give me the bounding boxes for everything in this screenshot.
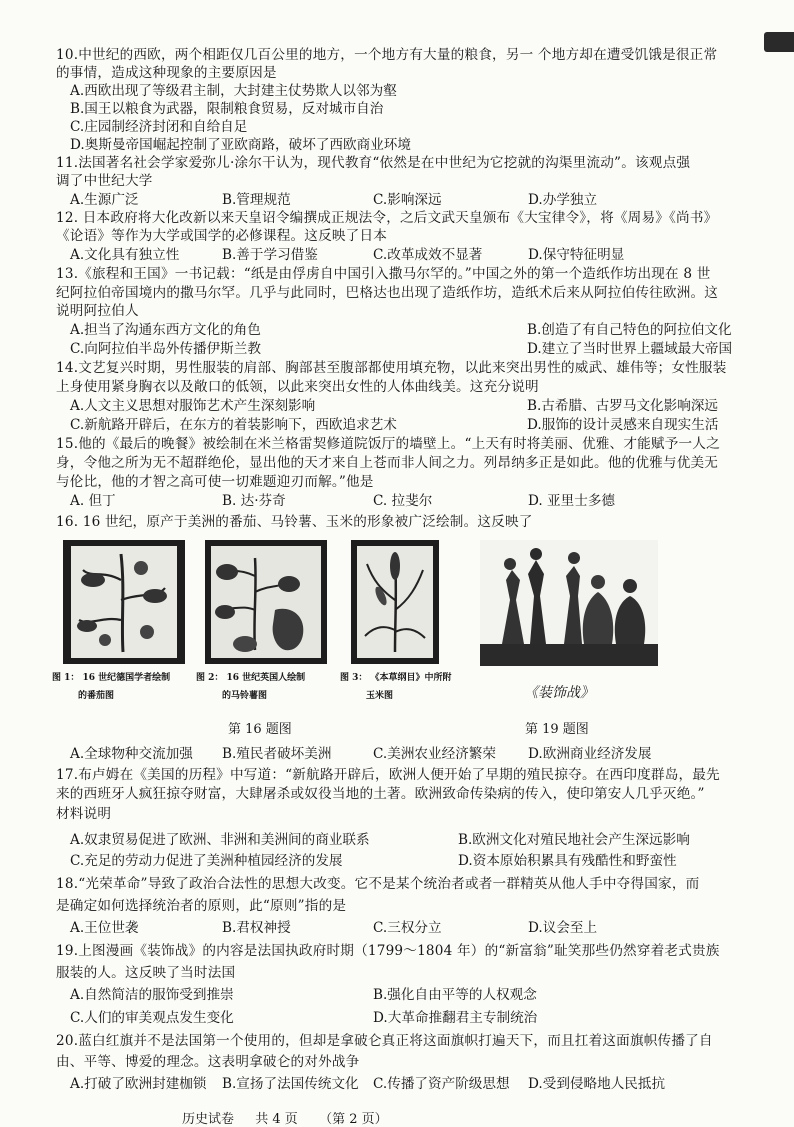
q13-option-d: D.建立了当时世界上疆域最大帝国: [527, 341, 733, 357]
q15-stem-line2: 身，令他之所为无不超群绝伦，显出他的天才来自上苍而非人间之力。列昂纳多正是如此。他的优雅与优美无: [56, 455, 719, 471]
tomato-illustration: [63, 540, 185, 664]
q16-option-c: C.美洲农业经济繁荣: [373, 746, 496, 762]
q17-stem-line2: 来的西班牙人疯狂掠夺财富，大肆屠杀或奴役当地的土著。欧洲致命传染病的传入，使印第安人几乎灭绝。”: [56, 786, 705, 802]
q15-stem-line1: 15.他的《最后的晚餐》被绘制在米兰格雷契修道院饭厅的墙壁上。“上天有时将美丽、优雅、才能赋予一人之: [56, 436, 720, 452]
q14-option-b: B.古希腊、古罗马文化影响深远: [527, 398, 719, 414]
q20-option-d: D.受到侵略地人民抵抗: [528, 1076, 666, 1092]
q12-option-c: C.改革成效不显著: [373, 247, 483, 263]
q14-option-c: C.新航路开辟后，在东方的着装影响下，西欧追求艺术: [70, 417, 397, 433]
q17-stem-line3: 材料说明: [56, 806, 112, 822]
q14-stem-line2: 上身使用紧身胸衣以及敞口的低领，以此来突出女性的人体曲线美。这充分说明: [56, 379, 539, 395]
figure-label-q16: 第 16 题图: [228, 722, 292, 737]
q15-option-d: D. 亚里士多德: [528, 493, 616, 509]
q10-stem-line1: 10.中世纪的西欧，两个相距仅几百公里的地方，一个地方有大量的粮食，另一 个地方却在遭受饥饿是很正常: [56, 47, 718, 63]
q20-stem-line2: 由、平等、博爱的理念。这表明拿破仑的对外战争: [56, 1054, 360, 1070]
q11-option-c: C.影响深远: [373, 192, 442, 208]
q17-option-a: A.奴隶贸易促进了欧洲、非洲和美洲间的商业联系: [70, 832, 370, 848]
q19-option-d: D.大革命推翻君主专制统治: [373, 1010, 538, 1026]
q13-option-c: C.向阿拉伯半岛外传播伊斯兰教: [70, 341, 261, 357]
q20-stem-line1: 20.蓝白红旗并不是法国第一个使用的，但却是拿破仑真正将这面旗帜打遍天下，而且扛着这面旗帜传播了自: [56, 1033, 713, 1049]
q19-stem-line2: 服装的人。这反映了当时法国: [56, 965, 236, 981]
fig1-caption-line2: 的番茄图: [78, 691, 115, 701]
fig2-caption-line1: 图 2： 16 世纪英国人绘制: [196, 673, 306, 683]
q18-option-a: A.王位世袭: [70, 920, 139, 936]
q16-stem-line1: 16. 16 世纪，原产于美洲的番茄、马铃薯、玉米的形象被广泛绘制。这反映了: [56, 514, 533, 530]
q10-stem-line2: 的事情，造成这种现象的主要原因是: [56, 65, 277, 81]
q18-option-c: C.三权分立: [373, 920, 442, 936]
q15-option-b: B. 达·芬奇: [222, 493, 286, 509]
q20-option-c: C.传播了资产阶级思想: [373, 1076, 510, 1092]
q16-option-a: A.全球物种交流加强: [70, 746, 193, 762]
q12-stem-line1: 12. 日本政府将大化改新以来天皇诏令编撰成正规法令，之后文武天皇颁布《大宝律令》，将《周易》《尚书》: [56, 210, 718, 226]
q11-option-a: A.生源广泛: [70, 192, 139, 208]
potato-illustration: [205, 540, 327, 664]
figure-label-q19: 第 19 题图: [525, 722, 589, 737]
q17-option-c: C.充足的劳动力促进了美洲种植园经济的发展: [70, 853, 343, 869]
q19-option-b: B.强化自由平等的人权观念: [373, 987, 537, 1003]
q18-option-d: D.议会至上: [528, 920, 598, 936]
q15-stem-line3: 与伦比，他的才智之高可使一切难题迎刃而解。”他是: [56, 474, 374, 490]
q18-stem-line1: 18.“光荣革命”导致了政治合法性的思想大改变。它不是某个统治者或者一群精英从他人手中夺得国家，而: [56, 876, 700, 892]
q14-option-d: D.服饰的设计灵感来自现实生活: [527, 417, 719, 433]
q17-stem-line1: 17.布卢姆在《美国的历程》中写道：“新航路开辟后，欧洲人便开始了早期的殖民掠夺。在西印度群岛，最先: [56, 767, 720, 783]
q16-option-d: D.欧洲商业经济发展: [528, 746, 652, 762]
q19-option-a: A.自然简洁的服饰受到推崇: [70, 987, 234, 1003]
q12-option-b: B.善于学习借鉴: [222, 247, 318, 263]
q16-option-b: B.殖民者破坏美洲: [222, 746, 332, 762]
cartoon-war-of-decoration: [480, 540, 658, 666]
q20-option-b: B.宣扬了法国传统文化: [222, 1076, 359, 1092]
q11-option-b: B.管理规范: [222, 192, 291, 208]
q13-option-a: A.担当了沟通东西方文化的角色: [70, 322, 261, 338]
q19-option-c: C.人们的审美观点发生变化: [70, 1010, 234, 1026]
q14-option-a: A.人文主义思想对服饰艺术产生深刻影响: [70, 398, 316, 414]
fig1-caption-line1: 图 1： 16 世纪德国学者绘制: [52, 673, 171, 683]
q15-option-a: A. 但丁: [70, 493, 116, 509]
q10-option-c: C.庄园制经济封闭和自给自足: [70, 119, 248, 135]
q13-option-b: B.创造了有自己特色的阿拉伯文化: [527, 322, 732, 338]
q17-option-b: B.欧洲文化对殖民地社会产生深远影响: [458, 832, 690, 848]
page-footer: 历史试卷 共 4 页 （第 2 页）: [182, 1112, 388, 1127]
q10-option-a: A.西欧出现了等级君主制，大封建主仗势欺人以邻为壑: [70, 83, 397, 99]
q12-option-d: D.保守特征明显: [528, 247, 625, 263]
q12-stem-line2: 《论语》等作为大学或国学的必修课程。这反映了日本: [56, 228, 388, 244]
q15-option-c: C. 拉斐尔: [373, 493, 433, 509]
cartoon-title: 《装饰战》: [524, 685, 594, 701]
q19-stem-line1: 19.上图漫画《装饰战》的内容是法国执政府时期（1799～1804 年）的“新富翁”耻笑那些仍然穿着老式贵族: [56, 943, 720, 959]
q11-stem-line1: 11.法国著名社会学家爱弥儿·涂尔干认为，现代教育“依然是在中世纪为它挖就的沟渠里流动”。该观点强: [56, 155, 691, 171]
q14-stem-line1: 14.文艺复兴时期，男性服装的肩部、胸部甚至腹部都使用填充物，以此来突出男性的威武、雄伟等；女性服装: [56, 360, 727, 376]
q13-stem-line2: 纪阿拉伯帝国境内的撒马尔罕。几乎与此同时，巴格达也出现了造纸作坊，造纸术后来从阿拉伯传往欧洲。这: [56, 285, 719, 301]
q10-option-b: B.国王以粮食为武器，限制粮食贸易，反对城市自治: [70, 101, 384, 117]
q11-option-d: D.办学独立: [528, 192, 598, 208]
q13-stem-line1: 13.《旅程和王国》一书记载：“纸是由俘虏自中国引入撒马尔罕的。”中国之外的第一个造纸作坊出现在 8 世: [56, 266, 711, 282]
q11-stem-line2: 调了中世纪大学: [56, 173, 153, 189]
q10-option-d: D.奥斯曼帝国崛起控制了亚欧商路，破坏了西欧商业环境: [70, 137, 411, 153]
q20-option-a: A.打破了欧洲封建枷锁: [70, 1076, 207, 1092]
fig3-caption-line1: 图 3： 《本草纲目》中所附: [340, 673, 452, 683]
q18-stem-line2: 是确定如何选择统治者的原则，此“原则”指的是: [56, 898, 347, 914]
page-edge-tab: [764, 32, 794, 52]
q17-option-d: D.资本原始积累具有残酷性和野蛮性: [458, 853, 677, 869]
fig2-caption-line2: 的马铃薯图: [222, 691, 268, 701]
q12-option-a: A.文化具有独立性: [70, 247, 180, 263]
corn-illustration: [351, 540, 439, 664]
fig3-caption-line2: 玉米图: [366, 691, 394, 701]
q13-stem-line3: 说明阿拉伯人: [56, 303, 139, 319]
q18-option-b: B.君权神授: [222, 920, 291, 936]
